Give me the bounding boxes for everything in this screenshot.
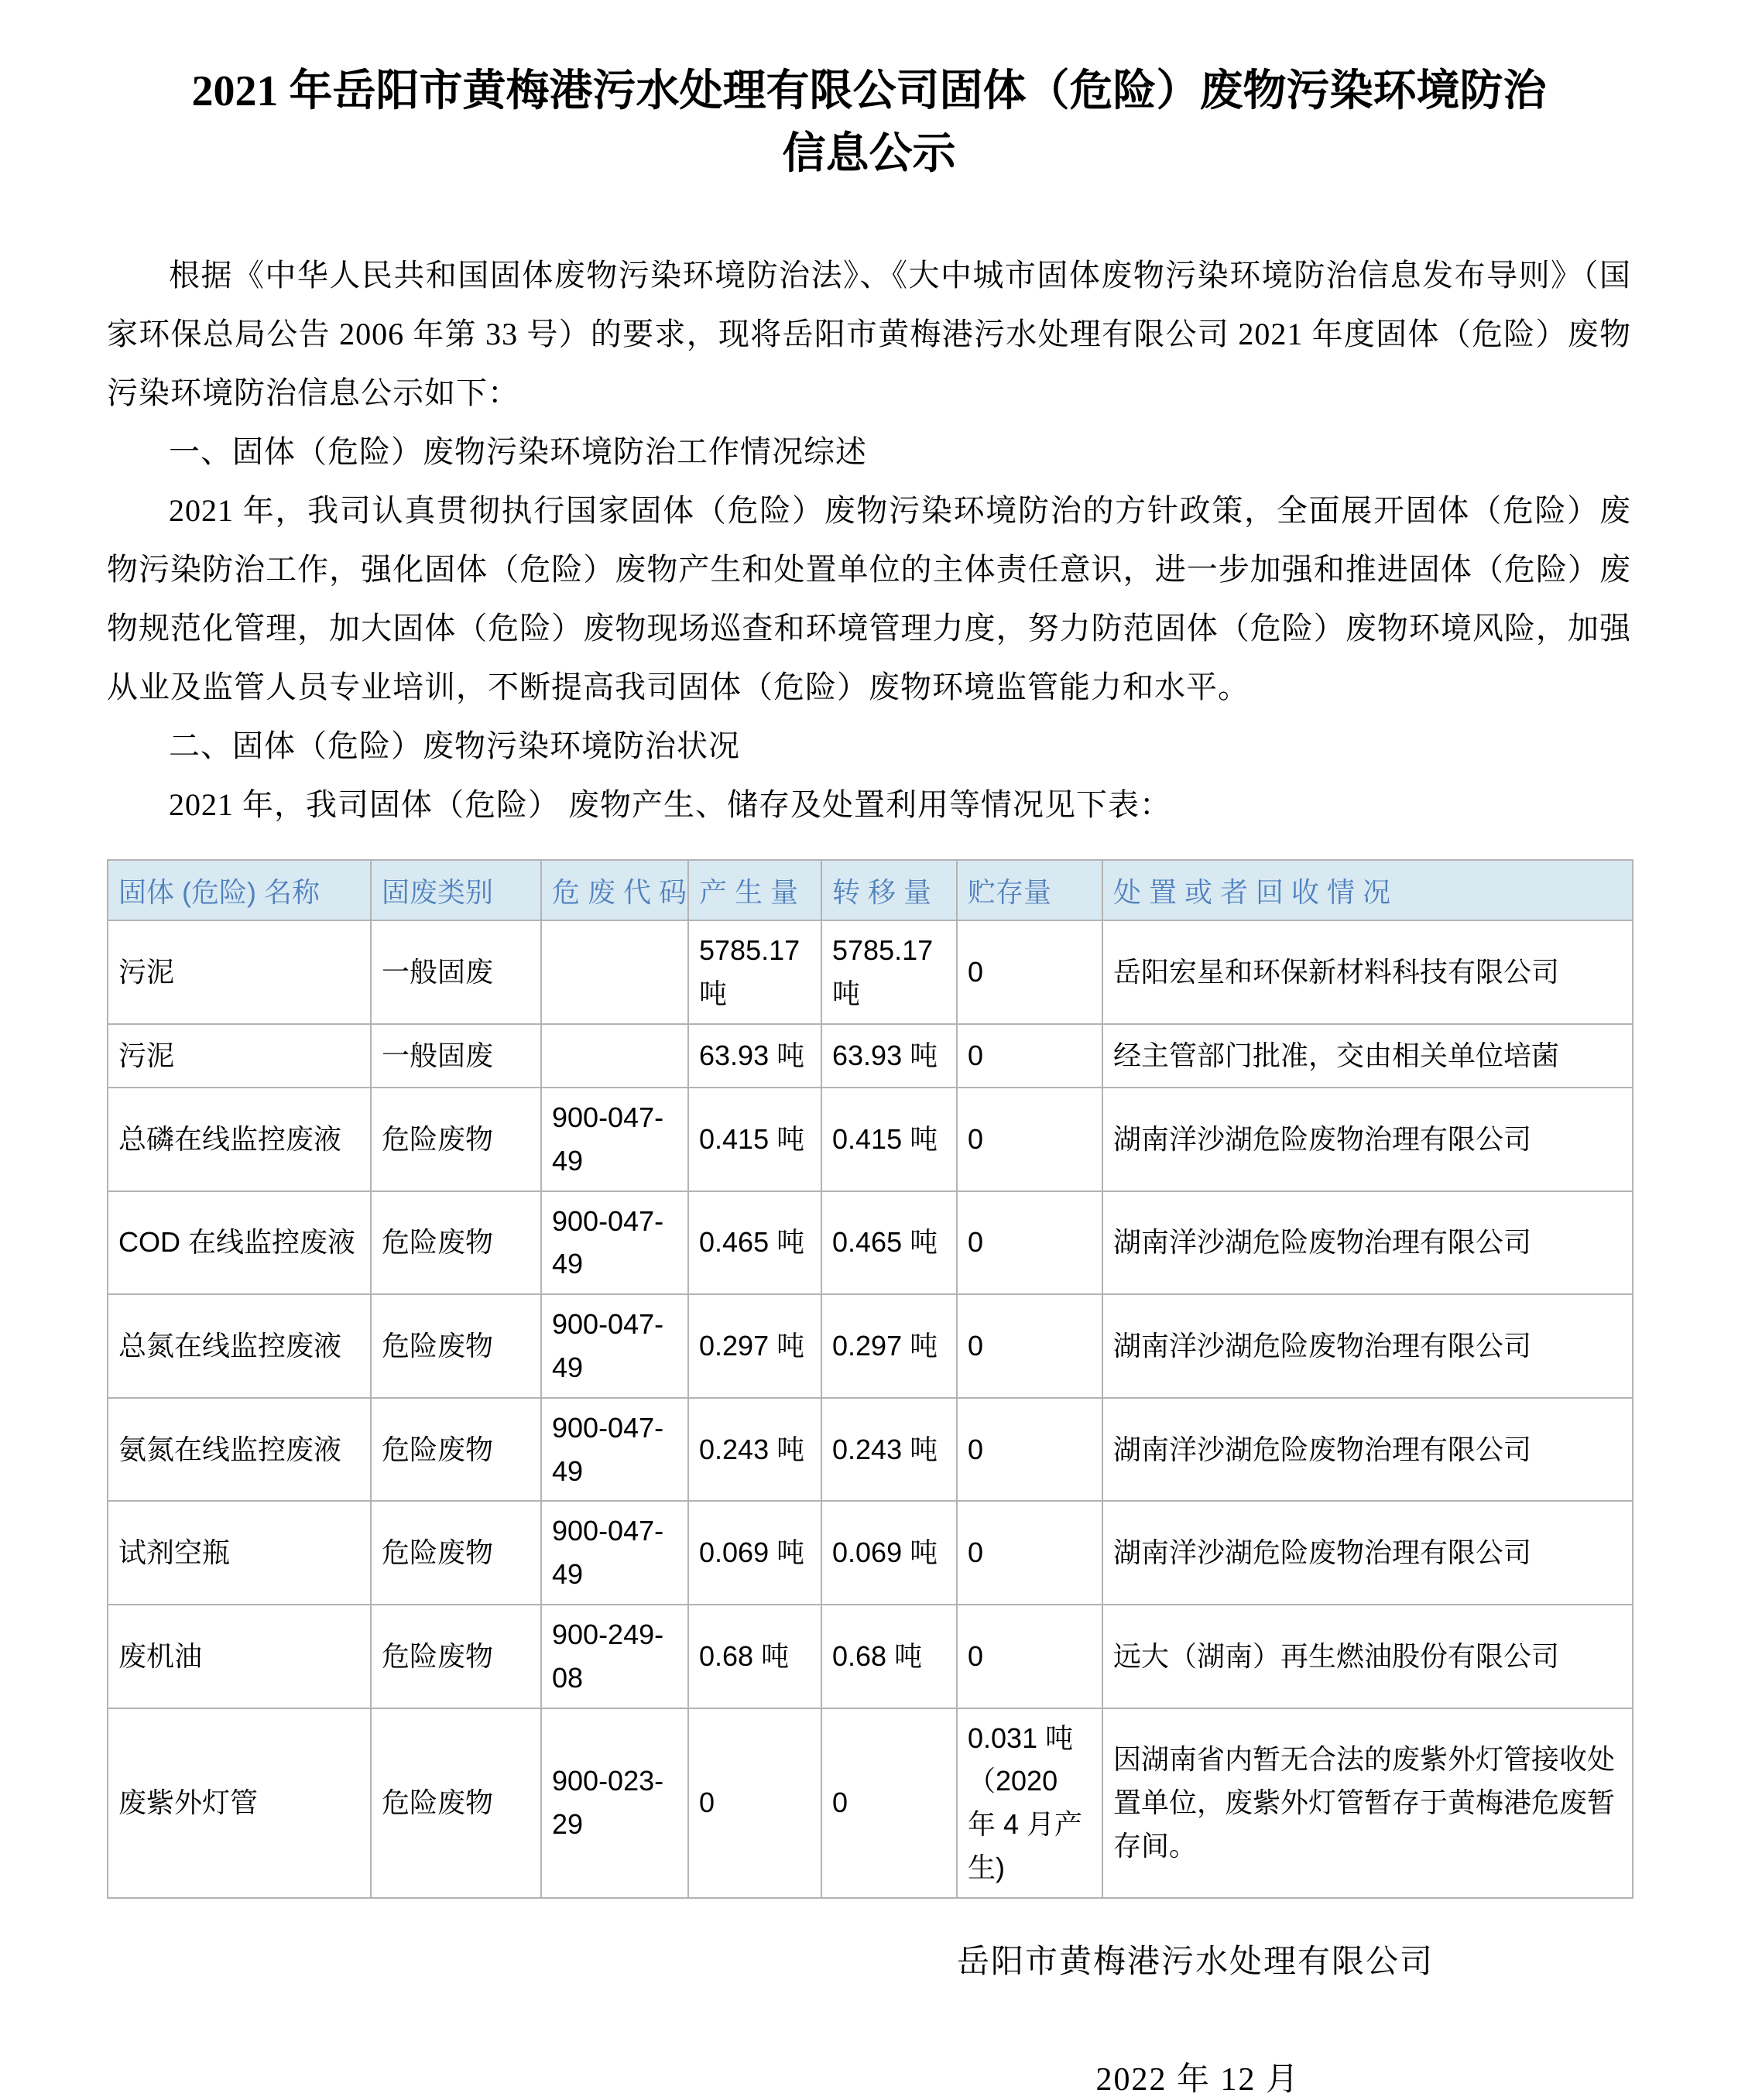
page-title-line2: 信息公示 <box>782 130 956 179</box>
table-cell: 0 <box>957 1501 1102 1605</box>
table-cell: 0.243 吨 <box>821 1398 957 1502</box>
table-cell: 0 <box>821 1708 957 1898</box>
table-cell: 63.93 吨 <box>688 1024 821 1088</box>
table-cell: 5785.17 吨 <box>688 920 821 1024</box>
document-page <box>0 60 1738 2098</box>
column-header: 固体 (危险) 名称 <box>108 860 371 920</box>
table-cell: 0.069 吨 <box>821 1501 957 1605</box>
waste-table-header <box>108 860 1633 920</box>
table-cell: 污泥 <box>108 1024 371 1088</box>
table-cell: 900-047-49 <box>541 1294 688 1398</box>
table-cell: 总氮在线监控废液 <box>108 1294 371 1398</box>
table-row <box>108 1605 1633 1708</box>
table-cell: 0.243 吨 <box>688 1398 821 1502</box>
table-cell: 0.415 吨 <box>821 1088 957 1191</box>
table-row <box>108 1088 1633 1191</box>
body-text <box>107 246 1631 834</box>
table-cell: 0 <box>688 1708 821 1898</box>
column-header: 产 生 量 <box>688 860 821 920</box>
page-title-line1: 2021 年岳阳市黄梅港污水处理有限公司固体（危险）废物污染环境防治 <box>191 67 1547 115</box>
table-cell: 湖南洋沙湖危险废物治理有限公司 <box>1102 1191 1633 1295</box>
table-cell: 0.031 吨 （2020 年 4 月产生) <box>957 1708 1102 1898</box>
table-cell: COD 在线监控废液 <box>108 1191 371 1295</box>
table-cell: 试剂空瓶 <box>108 1501 371 1605</box>
table-cell: 湖南洋沙湖危险废物治理有限公司 <box>1102 1501 1633 1605</box>
table-cell: 危险废物 <box>371 1501 541 1605</box>
table-cell: 经主管部门批准，交由相关单位培菌 <box>1102 1024 1633 1088</box>
paragraph: 根据《中华人民共和国固体废物污染环境防治法》、《大中城市固体废物污染环境防治信息发布导则》（国家环保总局公告 2006 年第 33 号）的要求，现将岳阳市黄梅港污水处理有限公司 2021 年度固体（危险）废物污染环境防治信息公示如下： <box>107 258 1631 411</box>
paragraph: 2021 年，我司认真贯彻执行国家固体（危险）废物污染环境防治的方针政策，全面展开固体（危险）废物污染防治工作，强化固体（危险）废物产生和处置单位的主体责任意识，进一步加强和推进固体（危险）废物规范化管理，加大固体（危险）废物现场巡查和环境管理力度，努力防范固体（危险）废物环境风险，加强从业及监管人员专业培训，不断提高我司固体（危险）废物环境监管能力和水平。 <box>107 493 1631 705</box>
table-cell: 一般固废 <box>371 920 541 1024</box>
table-cell: 危险废物 <box>371 1398 541 1502</box>
waste-table <box>107 859 1633 1898</box>
table-cell: 0.68 吨 <box>688 1605 821 1708</box>
table-cell: 废机油 <box>108 1605 371 1708</box>
column-header: 危 废 代 码 <box>541 860 688 920</box>
table-cell: 氨氮在线监控废液 <box>108 1398 371 1502</box>
table-cell <box>541 1024 688 1088</box>
column-header: 转 移 量 <box>821 860 957 920</box>
table-cell: 0.297 吨 <box>821 1294 957 1398</box>
table-row <box>108 1191 1633 1295</box>
table-cell: 污泥 <box>108 920 371 1024</box>
paragraph: 2021 年，我司固体（危险） 废物产生、储存及处置利用等情况见下表： <box>169 787 1171 823</box>
table-cell: 0 <box>957 1191 1102 1295</box>
table-cell: 因湖南省内暂无合法的废紫外灯管接收处置单位，废紫外灯管暂存于黄梅港危废暂存间。 <box>1102 1708 1633 1898</box>
table-row <box>108 1501 1633 1605</box>
table-cell <box>541 920 688 1024</box>
table-row <box>108 1398 1633 1502</box>
table-cell: 危险废物 <box>371 1294 541 1398</box>
table-cell: 0.465 吨 <box>688 1191 821 1295</box>
table-cell: 0 <box>957 1294 1102 1398</box>
paragraph: 一、固体（危险）废物污染环境防治工作情况综述 <box>169 434 867 470</box>
table-cell: 900-047-49 <box>541 1191 688 1295</box>
table-cell: 0 <box>957 1024 1102 1088</box>
table-cell: 总磷在线监控废液 <box>108 1088 371 1191</box>
table-row <box>108 920 1633 1024</box>
table-cell: 0.68 吨 <box>821 1605 957 1708</box>
table-cell: 岳阳宏星和环保新材料科技有限公司 <box>1102 920 1633 1024</box>
column-header: 贮存量 <box>957 860 1102 920</box>
table-cell: 危险废物 <box>371 1605 541 1708</box>
publish-date: 2022 年 12 月 <box>1095 2061 1300 2098</box>
table-cell: 0 <box>957 1605 1102 1708</box>
column-header: 固废类别 <box>371 860 541 920</box>
table-cell: 900-047-49 <box>541 1501 688 1605</box>
table-cell: 900-047-49 <box>541 1398 688 1502</box>
table-cell: 900-023-29 <box>541 1708 688 1898</box>
waste-table-body <box>108 920 1633 1897</box>
table-cell: 湖南洋沙湖危险废物治理有限公司 <box>1102 1398 1633 1502</box>
table-cell: 远大（湖南）再生燃油股份有限公司 <box>1102 1605 1633 1708</box>
table-cell: 湖南洋沙湖危险废物治理有限公司 <box>1102 1088 1633 1191</box>
table-cell: 0.069 吨 <box>688 1501 821 1605</box>
table-cell: 废紫外灯管 <box>108 1708 371 1898</box>
header-row <box>108 860 1633 920</box>
table-cell: 63.93 吨 <box>821 1024 957 1088</box>
table-cell: 0 <box>957 1398 1102 1502</box>
table-cell: 一般固废 <box>371 1024 541 1088</box>
table-cell: 0.465 吨 <box>821 1191 957 1295</box>
column-header: 处 置 或 者 回 收 情 况 <box>1102 860 1633 920</box>
table-cell: 危险废物 <box>371 1088 541 1191</box>
company-signature: 岳阳市黄梅港污水处理有限公司 <box>956 1944 1434 1980</box>
table-row <box>108 1294 1633 1398</box>
table-cell: 危险废物 <box>371 1191 541 1295</box>
table-cell: 0.415 吨 <box>688 1088 821 1191</box>
table-cell: 900-249-08 <box>541 1605 688 1708</box>
table-cell: 900-047-49 <box>541 1088 688 1191</box>
table-cell: 5785.17 吨 <box>821 920 957 1024</box>
table-cell: 0 <box>957 1088 1102 1191</box>
table-row <box>108 1708 1633 1898</box>
table-row <box>108 1024 1633 1088</box>
paragraph: 二、固体（危险）废物污染环境防治状况 <box>169 728 740 764</box>
table-cell: 危险废物 <box>371 1708 541 1898</box>
table-cell: 湖南洋沙湖危险废物治理有限公司 <box>1102 1294 1633 1398</box>
page-title <box>0 60 1738 186</box>
table-cell: 0.297 吨 <box>688 1294 821 1398</box>
table-cell: 0 <box>957 920 1102 1024</box>
